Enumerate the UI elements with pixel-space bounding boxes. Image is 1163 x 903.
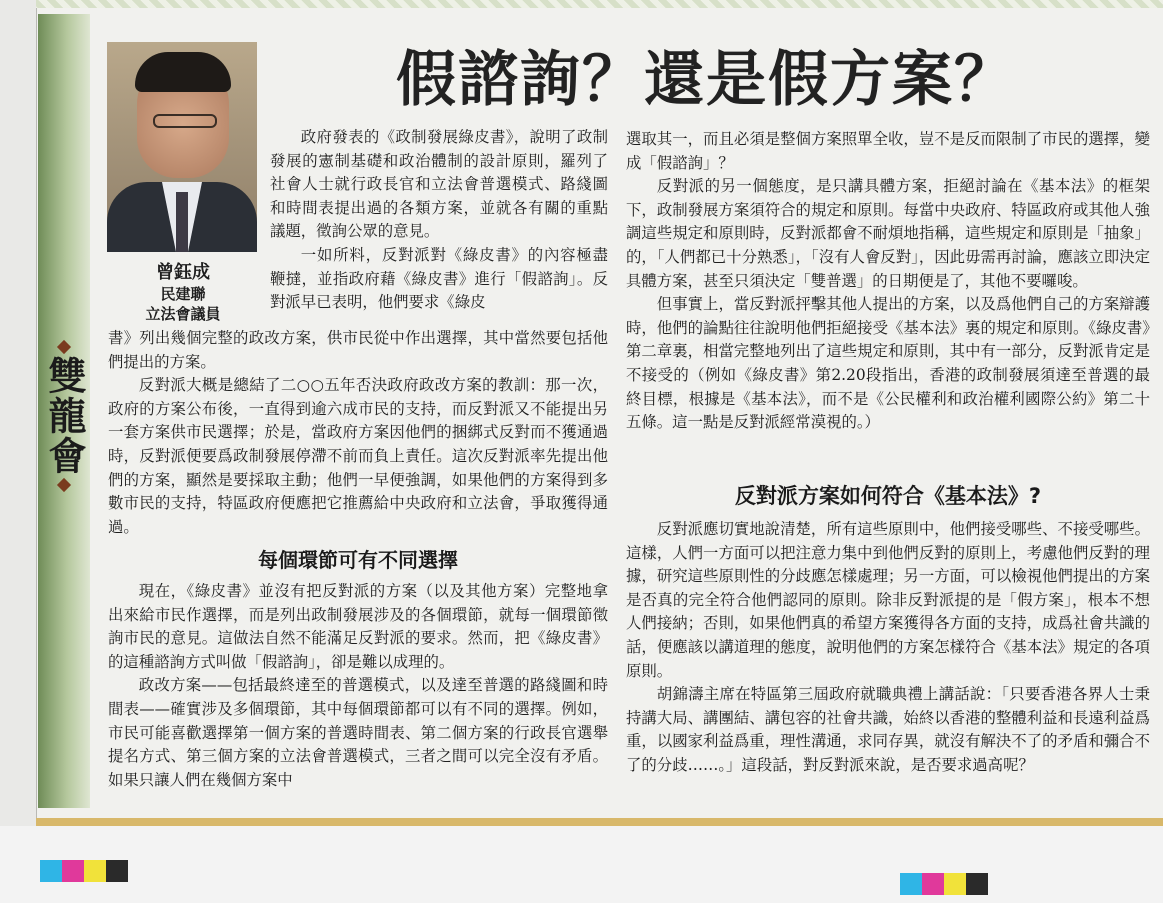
- color-registration-marks-left: [40, 860, 128, 882]
- black-swatch: [966, 873, 988, 895]
- paragraph: 政改方案——包括最終達至的普選模式，以及達至普選的路綫圖和時間表——確實涉及多個環節，其中每個環節都可以有不同的選擇。例如，市民可能喜歡選擇第一個方案的普選時間表、第二個方案的行政長官選舉提名方式、第三個方案的立法會普選模式，三者之間可以完全沒有矛盾。如果只讓人們在幾個方案中: [108, 676, 608, 789]
- bottom-rule: [36, 818, 1163, 826]
- page-margin: [0, 826, 1163, 903]
- left-column-mid: [108, 327, 608, 539]
- paragraph: 反對派大概是總結了二○○五年否決政府政改方案的教訓：那一次，政府的方案公布後，一直得到逾六成市民的支持，而反對派又不能提出另一套方案供市民選擇；於是，當政府方案因他們的捆綁式反對而不獲通過時，反對派便要爲政制發展停滯不前而負上責任。這次反對派率先提出他們的方案，顯然是要採取主動；他們一早便強調，如果他們的方案得到多數市民的支持，特區政府便應把它推薦給中央政府和立法會，爭取獲得通過。: [108, 376, 608, 536]
- paragraph: 一如所料，反對派對《綠皮書》的內容極盡鞭撻，並指政府藉《綠皮書》進行「假諮詢」。反對派早已表明，他們要求《綠皮: [270, 245, 608, 312]
- yellow-swatch: [84, 860, 106, 882]
- article-title: 假諮詢？還是假方案？: [396, 45, 1016, 115]
- cyan-swatch: [40, 860, 62, 882]
- color-registration-marks-right: [900, 873, 988, 895]
- subheading-right: 反對派方案如何符合《基本法》?: [734, 484, 1042, 508]
- right-column-bottom: [626, 518, 1150, 778]
- paragraph: 政府發表的《政制發展綠皮書》，說明了政制發展的憲制基礎和政治體制的設計原則，羅列了社會人士就行政長官和立法會普選模式、路綫圖和時間表提出過的各類方案，並就各有關的重點議題，徵詢公眾的意見。: [270, 128, 608, 241]
- magenta-swatch: [62, 860, 84, 882]
- paragraph: 書》列出幾個完整的政改方案，供市民從中作出選擇，其中當然要包括他們提出的方案。: [108, 329, 608, 371]
- yellow-swatch: [944, 873, 966, 895]
- author-role: 立法會議員: [145, 305, 221, 323]
- left-column-top: [270, 126, 608, 315]
- cyan-swatch: [900, 873, 922, 895]
- author-photo: [107, 42, 257, 252]
- left-column-bottom: [108, 580, 608, 792]
- author-byline: [108, 262, 258, 324]
- subheading-left: 每個環節可有不同選擇: [258, 548, 458, 572]
- paragraph: 反對派的另一個態度，是只講具體方案，拒絕討論在《基本法》的框架下，政制發展方案須符合的規定和原則。每當中央政府、特區政府或其他人強調這些規定和原則時，反對派都會不耐煩地指稱，這些規定和原則是「抽象」的，「人們都已十分熟悉」，「沒有人會反對」，因此毋需再討論，應該立即決定具體方案，甚至只須決定「雙普選」的日期便是了，其他不要囉唆。: [626, 177, 1150, 290]
- paragraph: 選取其一，而且必須是整個方案照單全收，豈不是反而限制了市民的選擇，變成「假諮詢」？: [626, 130, 1150, 172]
- column-label-text: 雙龍會: [42, 356, 86, 476]
- diamond-icon: [57, 340, 71, 354]
- diamond-icon: [57, 478, 71, 492]
- paragraph: 胡錦濤主席在特區第三屆政府就職典禮上講話說：「只要香港各界人士秉持講大局、講團結、講包容的社會共識，始終以香港的整體利益和長遠利益爲重，以國家利益爲重，理性溝通，求同存異，就沒有解決不了的矛盾和彌合不了的分歧……。」這段話，對反對派來說，是否要求過高呢？: [626, 685, 1150, 774]
- paragraph: 現在，《綠皮書》並沒有把反對派的方案（以及其他方案）完整地拿出來給市民作選擇，而是列出政制發展涉及的各個環節，就每一個環節徵詢市民的意見。這做法自然不能滿足反對派的要求。然而，把《綠皮書》的這種諮詢方式叫做「假諮詢」，卻是難以成理的。: [108, 582, 608, 671]
- paragraph: 但事實上，當反對派抨擊其他人提出的方案，以及爲他們自己的方案辯護時，他們的論點往往說明他們拒絕接受《基本法》裏的規定和原則。《綠皮書》第二章裏，相當完整地列出了這些規定和原則，其中有一部分，反對派肯定是不接受的（例如《綠皮書》第2.20段指出，香港的政制發展須達至普選的最終目標，根據是《基本法》，而不是《公民權利和政治權利國際公約》第二十五條。這一點是反對派經常漠視的。）: [626, 295, 1150, 432]
- black-swatch: [106, 860, 128, 882]
- right-column-top: [626, 128, 1150, 435]
- paragraph: 反對派應切實地說清楚，所有這些原則中，他們接受哪些、不接受哪些。這樣，人們一方面可以把注意力集中到他們反對的原則上，考慮他們反對的理據，研究這些原則性的分歧應怎樣處理；另一方面，可以檢視他們提出的方案是否真的完全符合他們認同的原則。除非反對派提的是「假方案」，根本不想人們接納；否則，如果他們真的希望方案獲得各方面的支持，成爲社會共識的話，便應該以講道理的態度，說明他們的方案怎樣符合《基本法》規定的各項原則。: [626, 520, 1150, 680]
- author-party: 民建聯: [160, 285, 206, 303]
- magenta-swatch: [922, 873, 944, 895]
- author-name: 曾鈺成: [156, 262, 210, 283]
- column-label: [42, 338, 86, 498]
